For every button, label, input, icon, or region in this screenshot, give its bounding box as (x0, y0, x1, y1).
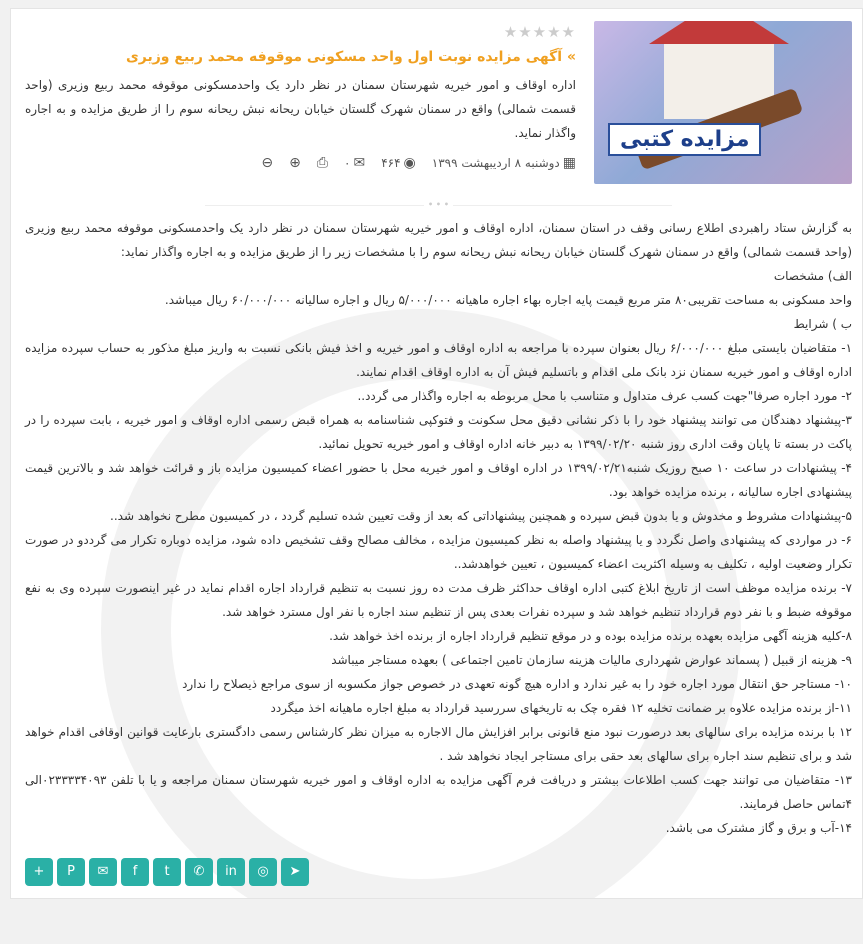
print-icon[interactable]: ⎙ (316, 155, 328, 171)
divider: • • • (25, 200, 852, 210)
telegram-icon: ➤ (289, 864, 301, 879)
article-card (10, 8, 863, 899)
body-paragraph: ۲- مورد اجاره صرفا"جهت کسب عرف متداول و متناسب با محل مربوطه به اجاره واگذار می گردد.. (357, 389, 852, 403)
email-share-button[interactable] (89, 858, 117, 886)
email-icon: ✉ (97, 864, 109, 879)
telegram-share-button[interactable] (281, 858, 309, 886)
article-summary: اداره اوقاف و امور خیریه شهرستان سمنان در نظر دارد یک واحدمسکونی موقوفه محمد ربیع وزیری (واحد قسمت شمالی) واقع در سمنان شهرک گلستان خیابان ریحانه نبش ریحانه سوم را از طریق مزایده و به اجاره واگذار نماید. (25, 78, 576, 140)
sms-icon: ✆ (193, 864, 205, 879)
facebook-icon: f (132, 864, 138, 879)
body-paragraph: ۱۰- مستاجر حق انتقال مورد اجاره خود را به غیر ندارد و اداره هیچ گونه تعهدی در خصوص جواز مکسوبه از سوی مراجع ذیصلاح را ندارد (182, 677, 852, 691)
body-paragraph: الف) مشخصات (773, 269, 852, 283)
eye-icon: ◉ (403, 155, 416, 171)
comment-icon: ✉ (353, 155, 366, 171)
whatsapp-share-button[interactable] (249, 858, 277, 886)
share-bar (25, 858, 852, 886)
linkedin-icon: in (225, 864, 237, 879)
body-paragraph: ۹- هزینه از قبیل ( پسماند عوارض شهرداری مالیات هزینه سازمان تامین اجتماعی ) بعهده مستاجر میباشد (331, 653, 852, 667)
comments[interactable]: ✉ ۰ (344, 155, 366, 171)
sms-share-button[interactable] (185, 858, 213, 886)
body-paragraph: به گزارش ستاد راهبردی اطلاع رسانی وقف در استان سمنان، اداره اوقاف و امور خیریه شهرستان سمنان در نظر دارد یک واحدمسکونی موقوفه محمد ربیع وزیری (واحد قسمت شمالی) واقع در سمنان شهرک گلستان خیابان ریحانه نبش ریحانه سوم را با مشخصات زیر را از طریق مزایده و به اجاره واگذار نماید: (25, 221, 852, 259)
image-label: مزایده کتبی (608, 123, 761, 156)
article-header (25, 21, 852, 184)
body-paragraph: ۴- پیشنهادات در ساعت ۱۰ صبح روزیک شنبه۱۳۹۹/۰۲/۲۱ در اداره اوقاف و امور خیریه محل با حضور اعضاء کمیسیون مزایده باز و قرائت خواهد شد و بالاترین قیمت پیشنهادی اجاره سالیانه ، برنده مزایده خواهد بود. (25, 461, 852, 499)
linkedin-share-button[interactable] (217, 858, 245, 886)
plus-share-button[interactable] (25, 858, 53, 886)
plus-icon: + (33, 864, 45, 879)
zoom-in-icon[interactable]: ⊕ (289, 155, 301, 171)
twitter-share-button[interactable] (153, 858, 181, 886)
zoom-out-icon[interactable]: ⊖ (261, 155, 274, 171)
body-paragraph: ۱- متقاضیان بایستی مبلغ ۶/۰۰۰/۰۰۰ ریال بعنوان سپرده با مراجعه به اداره اوقاف و امور خیریه و اخذ فیش بانکی نسبت به واریز مبلغ مذکور به حساب سپرده مزایده اداره اوقاف و امور خیریه سمنان نزد بانک ملی اقدام و باتسلیم فیش آن به اداره اوقاف اقدام نمایند. (25, 341, 853, 379)
pinterest-share-button[interactable] (57, 858, 85, 886)
views: ◉ ۴۶۴ (381, 155, 416, 171)
body-paragraph: ۳-پیشنهاد دهندگان می توانند پیشنهاد خود را با ذکر نشانی دقیق محل سکونت و فتوکپی شناسنامه به همراه قبض رسمی اداره اوقاف و امور خیریه ، بابت سپرده را در پاکت در بسته تا پایان وقت اداری روز شنبه ۱۳۹۹/۰۲/۲۰ به دبیر خانه اداره اوقاف و امور خیریه تحویل نمائید. (25, 413, 852, 451)
body-paragraph: ۱۲ با برنده مزایده برای سالهای بعد درصورت نبود منع قانونی برابر افزایش مال الاجاره به میزان نظر کارشناس رسمی دادگستری بارعایت قوانین اوقافی اقدام خواهد شد و برای تنظیم سند اجاره برای سالهای بعد حقی برای مستاجر ایجاد نخواهد شد . (25, 725, 852, 763)
article-body (25, 216, 852, 840)
date: ▦ دوشنبه ۸ اردیبهشت ۱۳۹۹ (431, 155, 576, 171)
rating-stars[interactable]: ★★★★★ (503, 23, 576, 41)
body-paragraph: ۱۳- متقاضیان می توانند جهت کسب اطلاعات بیشتر و دریافت فرم آگهی مزایده به اداره اوقاف و امور خیریه شهرستان سمنان مراجعه و یا با تلفن ۰۲۳۳۳۳۴۰۹۳الی ۴تماس حاصل فرمایند. (25, 773, 852, 811)
body-paragraph: ب ) شرایط (793, 317, 852, 331)
article-title[interactable]: » آگهی مزایده نوبت اول واحد مسکونی موقوفه محمد ربیع وزیری (125, 49, 576, 65)
body-paragraph: ۷- برنده مزایده موظف است از تاریخ ابلاغ کتبی اداره اوقاف حداکثر ظرف مدت ده روز نسبت به تنظیم قرارداد اجاره اقدام نماید در غیر اینصورت سپرده وی به نفع موقوفه ضبط و با نفر دوم قرارداد تنظیم خواهد شد و سپرده نفرات بعدی پس از تنظیم سند اجاره با نفر اول مسترد خواهد شد. (25, 581, 852, 619)
article-image[interactable] (594, 21, 852, 184)
body-paragraph: ۱۴-آب و برق و گاز مشترک می باشد. (665, 821, 852, 835)
pinterest-icon: P (67, 864, 75, 879)
calendar-icon: ▦ (562, 155, 576, 171)
twitter-icon: t (164, 864, 170, 879)
body-paragraph: ۵-پیشنهادات مشروط و مخدوش و یا بدون قبض سپرده و همچنین پیشنهاداتی که بعد از وقت تعیین شده تسلیم گردد ، در کمیسیون مطرح نخواهد شد.. (110, 509, 852, 523)
body-paragraph: ۶- در مواردی که پیشنهادی واصل نگردد و یا پیشنهاد واصله به نظر کمیسیون مزایده ، مخالف مصالح وقف تشخیص داده شود، مزایده دوباره تکرار می گرددو در صورت تکرار وضعیت اولیه ، تکلیف به وسیله اکثریت اعضاء کمیسیون ، تعیین خواهدشد.. (25, 533, 852, 571)
facebook-share-button[interactable] (121, 858, 149, 886)
whatsapp-icon: ◎ (257, 864, 269, 879)
body-paragraph: ۱۱-از برنده مزایده علاوه بر ضمانت تخلیه ۱۲ فقره چک به تاریخهای سررسید قرارداد به مبلغ اجاره ماهیانه اخذ میگردد (270, 701, 852, 715)
body-paragraph: واحد مسکونی به مساحت تقریبی۸۰ متر مربع قیمت پایه اجاره بهاء اجاره ماهیانه ۵/۰۰۰/۰۰۰ ریال و اجاره سالیانه ۶۰/۰۰۰/۰۰۰ ریال میباشد. (164, 293, 852, 307)
body-paragraph: ۸-کلیه هزینه آگهی مزایده بعهده برنده مزایده بوده و در موقع تنظیم قرارداد اجاره از برنده اخذ خواهد شد. (329, 629, 852, 643)
article-header-text (25, 21, 576, 184)
article-meta (25, 155, 576, 171)
